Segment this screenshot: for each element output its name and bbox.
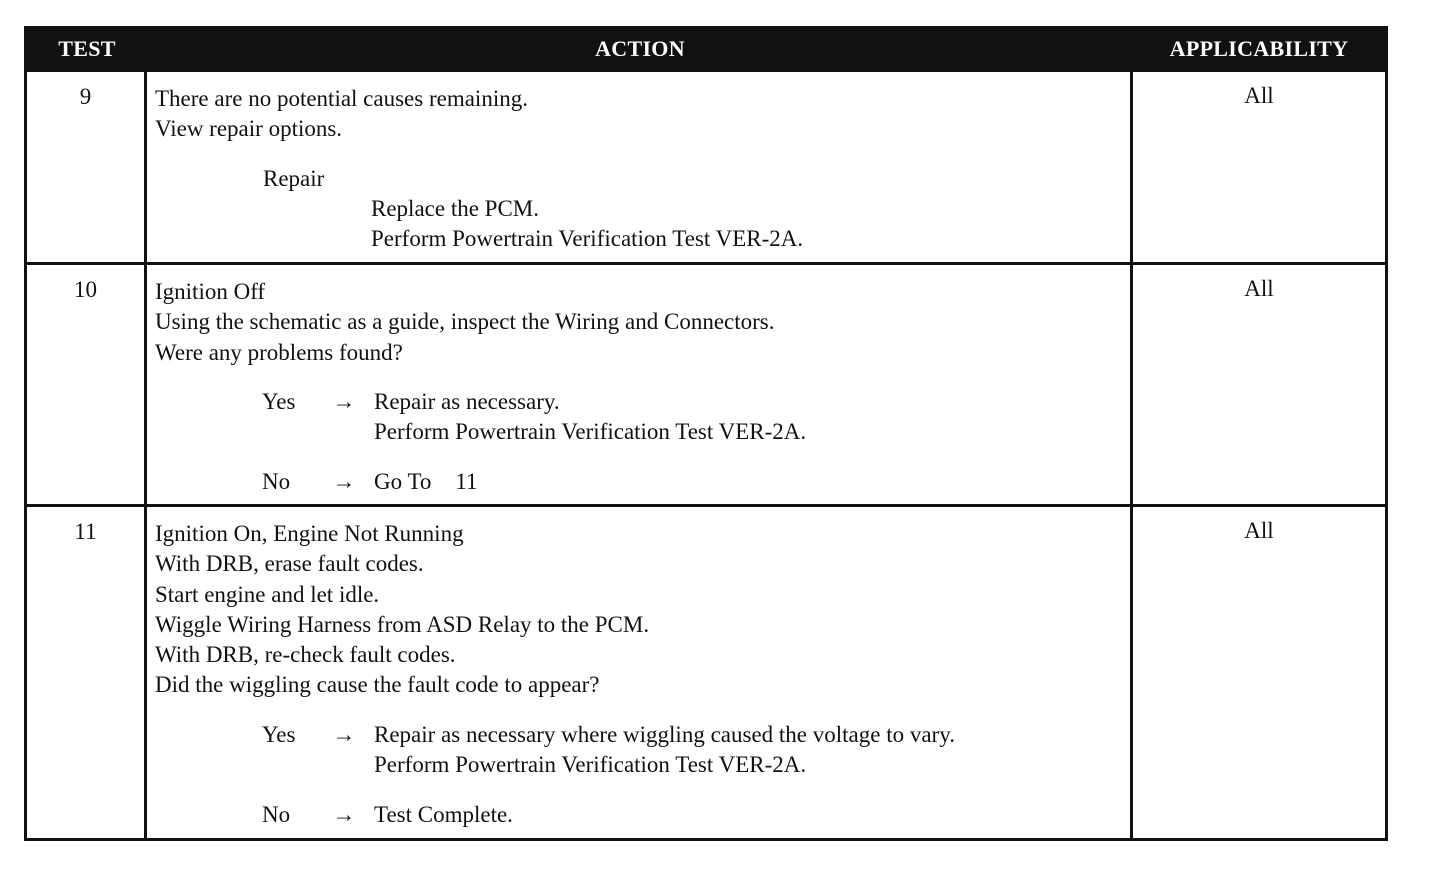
header-action: ACTION bbox=[595, 36, 685, 61]
repair-label: Repair bbox=[263, 165, 325, 191]
test-number: 11 bbox=[27, 507, 147, 838]
action-line: View repair options. bbox=[155, 116, 343, 142]
arrow-icon: → bbox=[332, 469, 356, 495]
table-row bbox=[27, 69, 1385, 262]
repair-step: Perform Powertrain Verification Test VER-2A. bbox=[371, 226, 804, 252]
arrow-icon: → bbox=[332, 802, 356, 828]
action-line: Ignition On, Engine Not Running bbox=[155, 521, 464, 546]
header-applicability: APPLICABILITY bbox=[1169, 36, 1349, 61]
action-line: Using the schematic as a guide, inspect the Wiring and Connectors. bbox=[155, 309, 775, 335]
action-line: Wiggle Wiring Harness from ASD Relay to the PCM. bbox=[155, 611, 650, 637]
yes-option bbox=[155, 387, 1122, 417]
action-line: Start engine and let idle. bbox=[155, 581, 380, 607]
arrow-icon: → bbox=[332, 388, 356, 414]
no-option bbox=[155, 800, 1122, 830]
yes-label: Yes bbox=[262, 388, 296, 414]
action-line: There are no potential causes remaining. bbox=[155, 86, 528, 111]
no-option bbox=[155, 467, 1122, 497]
action-cell bbox=[147, 507, 1133, 838]
yes-text-continued: Perform Powertrain Verification Test VER-2A. bbox=[374, 752, 807, 778]
arrow-icon: → bbox=[332, 721, 356, 747]
applicability-value: All bbox=[1244, 518, 1274, 543]
table-header bbox=[27, 29, 1385, 69]
yes-text: Repair as necessary. bbox=[374, 388, 560, 414]
action-line: Ignition Off bbox=[155, 279, 266, 304]
header-test: TEST bbox=[58, 36, 116, 61]
table-row bbox=[27, 504, 1385, 838]
no-label: No bbox=[262, 802, 291, 828]
yes-text: Repair as necessary where wiggling caused the voltage to vary. bbox=[374, 721, 955, 747]
goto-target: 11 bbox=[455, 469, 478, 495]
goto-text: Go To bbox=[374, 469, 432, 495]
test-number: 10 bbox=[27, 265, 147, 504]
yes-label: Yes bbox=[262, 721, 296, 747]
repair-step: Replace the PCM. bbox=[371, 195, 539, 221]
action-line: With DRB, erase fault codes. bbox=[155, 551, 424, 577]
action-line: With DRB, re-check fault codes. bbox=[155, 642, 456, 668]
no-label: No bbox=[262, 469, 291, 495]
yes-option bbox=[155, 720, 1122, 750]
action-line: Did the wiggling cause the fault code to appear? bbox=[155, 672, 600, 698]
diagnostic-test-table bbox=[24, 26, 1388, 841]
table-row bbox=[27, 262, 1385, 504]
action-cell bbox=[147, 72, 1133, 262]
test-number: 9 bbox=[27, 72, 147, 262]
applicability-value: All bbox=[1244, 83, 1274, 108]
action-cell bbox=[147, 265, 1133, 504]
action-line: Were any problems found? bbox=[155, 339, 403, 365]
yes-text-continued: Perform Powertrain Verification Test VER-2A. bbox=[374, 419, 807, 445]
no-text: Test Complete. bbox=[374, 802, 513, 828]
applicability-value: All bbox=[1244, 276, 1274, 301]
